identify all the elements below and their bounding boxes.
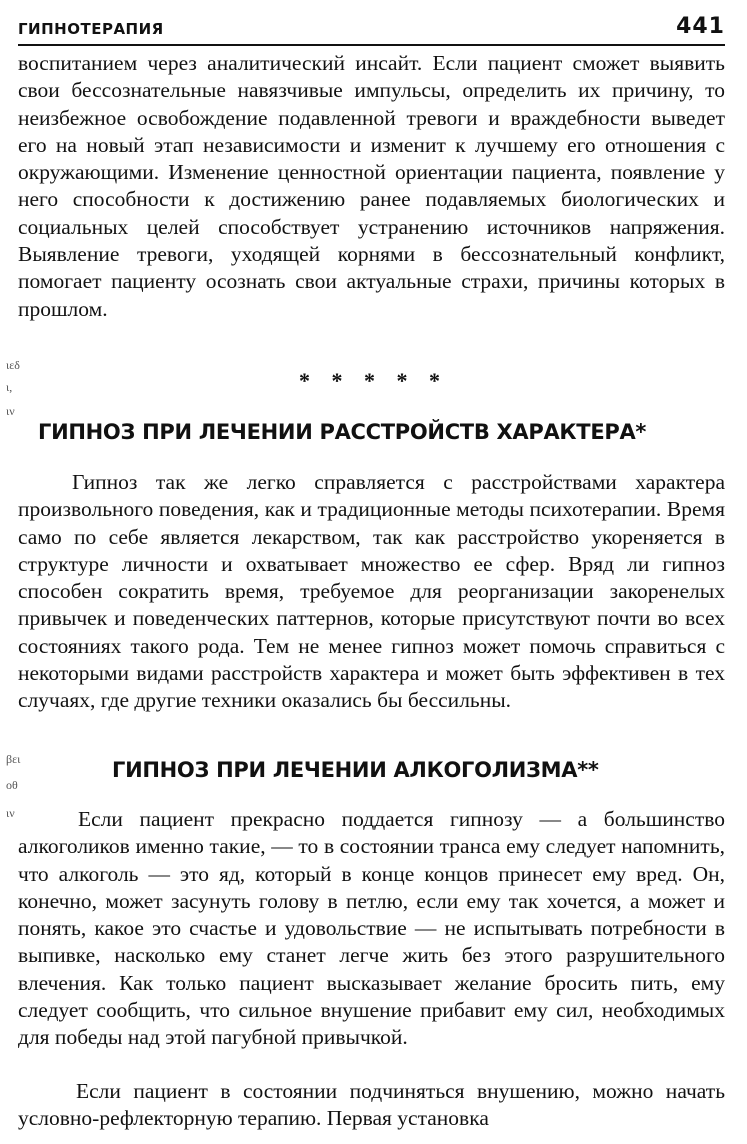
margin-note: ιν (6, 404, 15, 418)
running-header (18, 14, 725, 46)
margin-note: οθ (6, 778, 18, 792)
margin-note: ιν (6, 806, 15, 820)
heading-alcoholism: ГИПНОЗ ПРИ ЛЕЧЕНИИ АЛКОГОЛИЗМА** (112, 758, 599, 782)
heading-character-disorders: ГИПНОЗ ПРИ ЛЕЧЕНИИ РАССТРОЙСТВ ХАРАКТЕРА* (38, 420, 647, 444)
paragraph-alcoholism: Если пациент прекрасно поддается гипнозу — а большинство алкоголиков именно такие, — то в состоянии транса ему следует напомнить, что алкоголь — это яд, который в конце концов принесет ему вред. Он, конечно, может засунуть голову в петлю, если ему так хочется, а может и понять, какое это счастье и удовольствие — не испытывать потребности в выпивке, насколько ему станет легче жить без этого разрушительного влечения. Как только пациент высказывает желание бросить пить, ему следует сообщить, что сильное внушение прибавит ему сил, необходимых для победы над этой пагубной привычкой. (18, 807, 725, 1050)
margin-note: βει (6, 752, 21, 766)
paragraph-conditioning: Если пациент в состоянии подчиняться внушению, можно начать условно-рефлекторную терапию. Первая установка (18, 1079, 725, 1131)
paragraph-character-disorders: Гипноз так же легко справляется с расстройствами характера произвольного поведения, как и традиционные методы психотерапии. Время само по себе является лекарством, так как расстройство укореняется в структуре личности и охватывает множество ее сфер. Вряд ли гипноз способен сократить время, требуемое для реорганизации закоренелых привычек и поведенческих паттернов, которые присутствуют почти во всех состояниях такого рода. Тем не менее гипноз может помочь справиться с некоторыми видами расстройств характера и может быть эффективен в тех случаях, где другие техники оказались бы бессильны. (18, 470, 725, 713)
margin-note: ι, (6, 380, 13, 394)
running-title: ГИПНОТЕРАПИЯ (18, 20, 164, 38)
section-separator: * * * * * (299, 368, 448, 393)
page-number: 441 (676, 14, 725, 39)
paragraph-insight: воспитанием через аналитический инсайт. Если пациент сможет выявить свои бессознательные навязчивые импульсы, определить их причину, то неизбежное освобождение подавленной тревоги и враждебности выведет его на новый этап независимости и изменит к лучшему его отношения с окружающими. Изменение ценностной ориентации пациента, появление у него способности к достижению ранее подавляемых биологических и социальных целей способствует устранению источников напряжения. Выявление тревоги, уходящей корнями в бессознательный конфликт, помогает пациенту осознать свои актуальные страхи, причины которых в прошлом. (18, 51, 725, 321)
margin-note: ιεδ (6, 358, 20, 372)
